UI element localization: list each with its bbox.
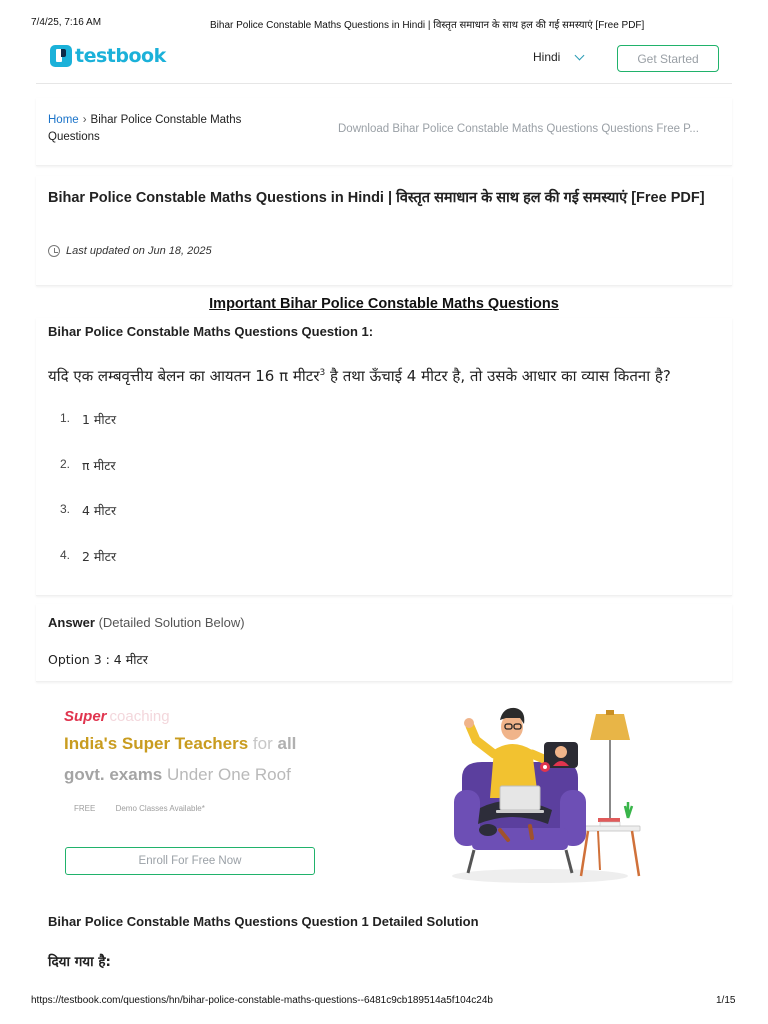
article-header-card [36, 176, 732, 286]
answer-heading [48, 615, 245, 630]
promo-line2-rest: Under One Roof [167, 765, 291, 784]
breadcrumb-current: Bihar Police Constable Maths Questions [48, 114, 242, 143]
promo-line2-highlight: govt. exams [64, 765, 163, 784]
print-header [0, 17, 768, 31]
download-pdf-link[interactable]: Download Bihar Police Constable Maths Questions Questions Free P... [338, 123, 699, 135]
promo-tag-free: FREE [74, 804, 96, 813]
option-number: 3. [60, 502, 71, 516]
option-number: 2. [60, 456, 71, 471]
language-selector[interactable] [533, 50, 583, 64]
language-label: Hindi [533, 50, 561, 64]
option-number: 4. [60, 547, 71, 562]
print-footer [0, 995, 768, 1009]
question-label: Bihar Police Constable Maths Questions Question 1: [48, 324, 374, 339]
option-item[interactable] [60, 502, 116, 548]
option-item[interactable] [60, 457, 116, 503]
question-superscript: 3 [319, 368, 326, 378]
testbook-logo[interactable] [50, 44, 166, 68]
section-heading: Important Bihar Police Constable Maths Questions [209, 296, 559, 312]
solution-heading: Bihar Police Constable Maths Questions Question 1 Detailed Solution [48, 914, 479, 929]
print-url: https://testbook.com/questions/hn/bihar-police-constable-maths-questions--6481c9cb189514a5f104c24b [31, 995, 493, 1006]
breadcrumb-card [36, 98, 732, 166]
answer-value: Option 3 : 4 मीटर [48, 652, 148, 667]
promo-headline-line2 [64, 765, 291, 785]
clock-icon [48, 245, 60, 257]
options-list [60, 411, 116, 593]
promo-tags [74, 804, 223, 813]
chevron-down-icon [575, 50, 585, 60]
promo-line1-mid: for [252, 734, 273, 753]
page-title: Bihar Police Constable Maths Questions in Hindi | विस्तृत समाधान के साथ हल की गई समस्याएं [Free PDF] [48, 190, 705, 206]
last-updated-text: Last updated on Jun 18, 2025 [66, 245, 212, 257]
answer-label: Answer [48, 615, 95, 630]
supercoaching-promo-banner [36, 690, 732, 896]
answer-hint: (Detailed Solution Below) [98, 615, 245, 630]
teacher-on-armchair-illustration [448, 700, 658, 885]
breadcrumb [48, 112, 268, 146]
promo-line1-end: all [277, 734, 297, 753]
print-document-title: Bihar Police Constable Maths Questions in Hindi | विस्तृत समाधान के साथ हल की गई समस्याएं [Free PDF] [210, 20, 645, 31]
supercoaching-brand [64, 708, 170, 725]
enroll-free-button[interactable]: Enroll For Free Now [65, 847, 315, 875]
last-updated [48, 245, 212, 257]
promo-brand-text: Super [64, 708, 107, 725]
get-started-button[interactable]: Get Started [617, 45, 719, 72]
promo-brand-faded: coaching [109, 708, 170, 725]
print-page-number: 1/15 [716, 995, 736, 1006]
testbook-logo-icon [50, 45, 72, 67]
option-text: π मीटर [82, 457, 116, 473]
option-text: 4 मीटर [82, 503, 117, 518]
option-item[interactable] [60, 411, 116, 457]
solution-given-label: दिया गया है: [48, 954, 111, 970]
question-text-part1: यदि एक लम्बवृत्तीय बेलन का आयतन 16 π मीटर [48, 367, 320, 385]
breadcrumb-home-link[interactable]: Home [48, 114, 79, 126]
promo-line1-highlight: India's Super Teachers [64, 734, 249, 753]
question-text-part2: है तथा ऊँचाई 4 मीटर है, तो उसके आधार का व्यास कितना है? [325, 367, 671, 385]
option-item[interactable] [60, 548, 116, 594]
promo-tag-demo: Demo Classes Available* [115, 804, 205, 813]
option-number: 1. [60, 411, 71, 425]
answer-card [36, 604, 732, 682]
question-card [36, 318, 732, 596]
logo-text: testbook [75, 45, 166, 67]
print-timestamp: 7/4/25, 7:16 AM [31, 17, 102, 28]
promo-headline-line1 [64, 734, 296, 754]
option-text: 2 मीटर [82, 548, 117, 564]
breadcrumb-separator: › [82, 114, 87, 126]
top-nav-bar [36, 38, 732, 84]
question-text [48, 366, 718, 386]
option-text: 1 मीटर [82, 412, 117, 427]
